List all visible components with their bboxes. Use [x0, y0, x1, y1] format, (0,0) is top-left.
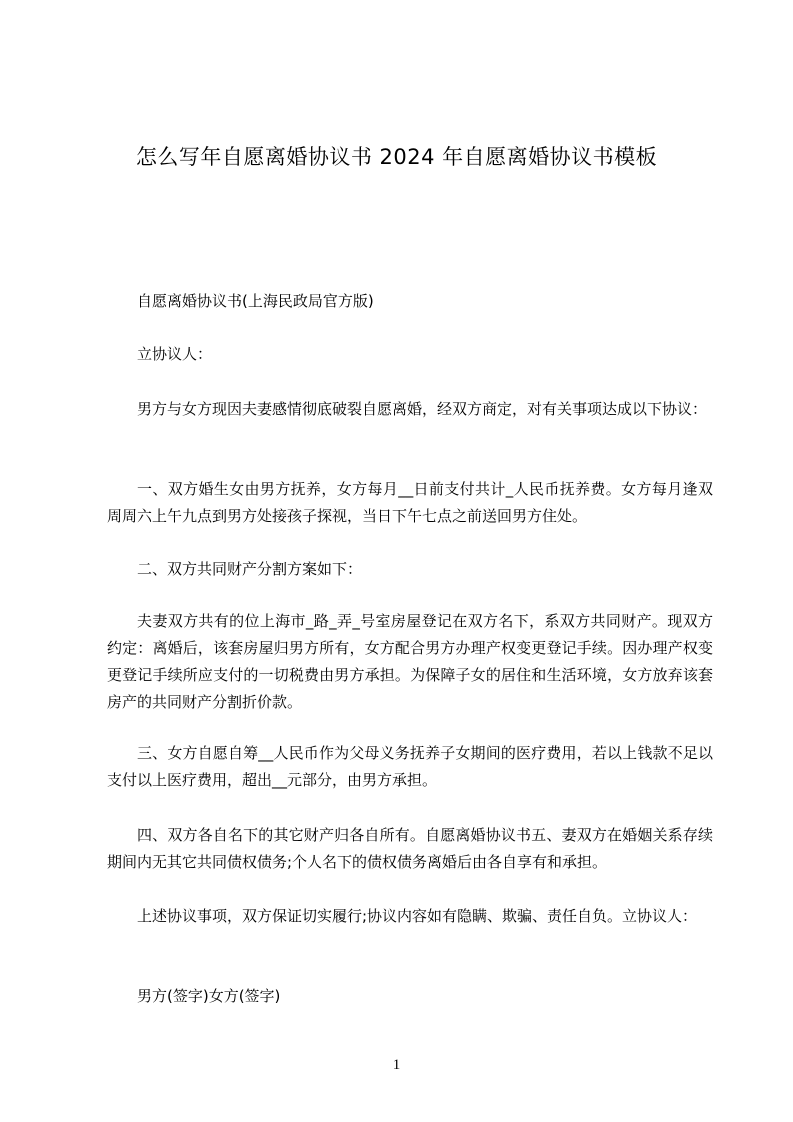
paragraph-subtitle: 自愿离婚协议书(上海民政局官方版) [137, 292, 374, 310]
paragraph-parties: 立协议人： [137, 345, 213, 363]
paragraph-commitment: 上述协议事项，双方保证切实履行;协议内容如有隐瞒、欺骗、责任自负。立协议人： [137, 907, 698, 925]
paragraph-intro: 男方与女方现因夫妻感情彻底破裂自愿离婚，经双方商定，对有关事项达成以下协议： [137, 400, 708, 418]
paragraph-clause-3: 三、女方自愿自筹__人民币作为父母义务抚养子女期间的医疗费用，若以上钱款不足以支付以上医疗费用，超出__元部分，由男方承担。 [107, 744, 713, 789]
paragraph-clause-2: 二、双方共同财产分割方案如下： [137, 560, 363, 578]
document-title: 怎么写年自愿离婚协议书 2024 年自愿离婚协议书模板 [135, 145, 658, 169]
page-number: 1 [392, 1057, 401, 1073]
paragraph-clause-1: 一、双方婚生女由男方抚养，女方每月__日前支付共计_人民币抚养费。女方每月逢双周周六上午九点到男方处接孩子探视，当日下午七点之前送回男方住处。 [107, 480, 713, 525]
paragraph-clause-4: 四、双方各自名下的其它财产归各自所有。自愿离婚协议书五、妻双方在婚姻关系存续期间内无其它共同债权债务;个人名下的债权债务离婚后由各自享有和承担。 [107, 826, 713, 871]
paragraph-property: 夫妻双方共有的位上海市_路_弄_号室房屋登记在双方名下，系双方共同财产。现双方约定：离婚后，该套房屋归男方所有，女方配合男方办理产权变更登记手续。因办理产权变更登记手续所应支付的一切税费由男方承担。为保障子女的居住和生活环境，女方放弃该套房产的共同财产分割折价款。 [107, 612, 713, 711]
paragraph-signatures: 男方(签字)女方(签字) [137, 987, 281, 1005]
